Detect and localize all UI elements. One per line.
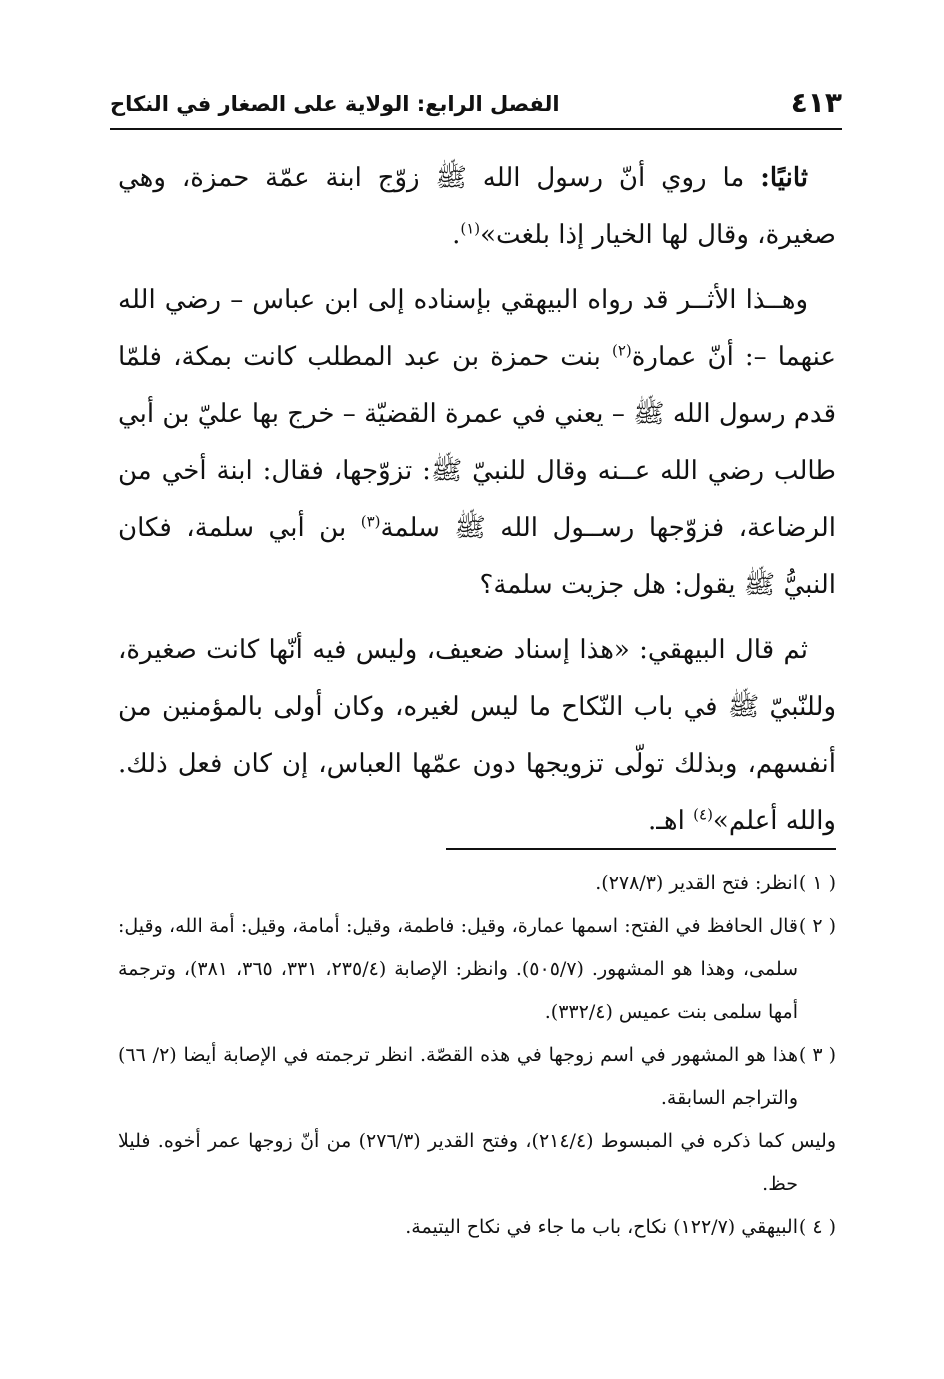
footnote-ref[interactable]: (١) [460,219,481,238]
running-title: الفصل الرابع: الولاية على الصغار في النكاح [110,92,560,116]
paragraph [118,150,836,264]
footnote-number: ( ٤ ) [798,1216,836,1238]
footnote [118,1206,836,1249]
page-header [110,84,842,130]
main-text [118,150,836,858]
paragraph-text: ما روي أنّ رسول الله ﷺ زوّج ابنة عمّة حمزة، وهي صغيرة، وقال لها الخيار إذا بلغت» [118,163,836,250]
paragraph-text: بن أبي سلمة، فكان النبيُّ ﷺ يقول: هل جزيت سلمة؟ [118,513,836,600]
footnote-number: ( ٣ ) [798,1044,837,1066]
footnote-text: انظر: فتح القدير (٢٧٨/٣). [595,872,798,894]
footnote-text: قال الحافظ في الفتح: اسمها عمارة، وقيل: فاطمة، وقيل: أمامة، وقيل: أمة الله، وقيل: سلمى، وهذا هو المشهور. (٥٠٥/٧). وانظر: الإصابة (٢٣٥/٤، ٣٣١، ٣٦٥، ٣٨١)، وترجمة أمها سلمى بنت عميس (٣٣٢/٤). [118,915,799,1023]
footnote-text: هذا هو المشهور في اسم زوجها في هذه القصّة. انظر ترجمته في الإصابة أيضا (٢/ ٦٦) والتراجم السابقة. [118,1044,799,1109]
footnote-number: ( ١ ) [798,872,836,894]
footnote-ref[interactable]: (٤) [693,805,713,824]
paragraph-lead: ثانيًا: [760,163,809,193]
footnote [118,862,836,905]
paragraph-text: ثم قال البيهقي: «هذا إسناد ضعيف، وليس فيه أنّها كانت صغيرة، وللنّبيّ ﷺ في باب النّكاح ما ليس لغيره، وكان أولى بالمؤمنين من أنفسهم، وبذلك تولّى تزويجها دون عمّها العباس، إن كان فعل ذلك. والله أعلم» [118,635,836,836]
footnote-text: وليس كما ذكره في المبسوط (٢١٤/٤)، وفتح القدير (٢٧٦/٣) من أنّ زوجها عمر أخوه. فليلا حظ. [118,1130,836,1195]
footnote-ref[interactable]: (٢) [611,341,632,360]
footnote-number: ( ٢ ) [798,915,836,937]
paragraph-text: اهـ. [648,806,685,836]
footnote [118,905,836,1034]
paragraph-text: بنت حمزة بن عبد المطلب كانت بمكة، فلمّا قدم رسول الله ﷺ – يعني في عمرة القضيّة – خرج بها عليّ بن أبي طالب رضي الله عــنه وقال للنبيّ ﷺ: تزوّجها، فقال: ابنة أخي من الرضاعة، فزوّجها رســول الله ﷺ سلمة [118,342,836,543]
footnote-continuation [118,1120,836,1206]
paragraph [118,622,836,850]
footnote [118,1034,836,1120]
footnote-divider [446,848,836,850]
paragraph-text: وهــذا الأثــر قد رواه البيهقي بإسناده إلى ابن عباس – رضي الله عنهما –: أنّ عمارة [118,285,837,372]
paragraph-text: . [452,220,461,250]
paragraph [118,272,836,614]
footnote-ref[interactable]: (٣) [360,512,381,531]
footnote-text: البيهقي (١٢٢/٧) نكاح، باب ما جاء في نكاح اليتيمة. [405,1216,798,1238]
footnotes [118,862,836,1249]
page-number: ٤١٣ [790,86,842,119]
